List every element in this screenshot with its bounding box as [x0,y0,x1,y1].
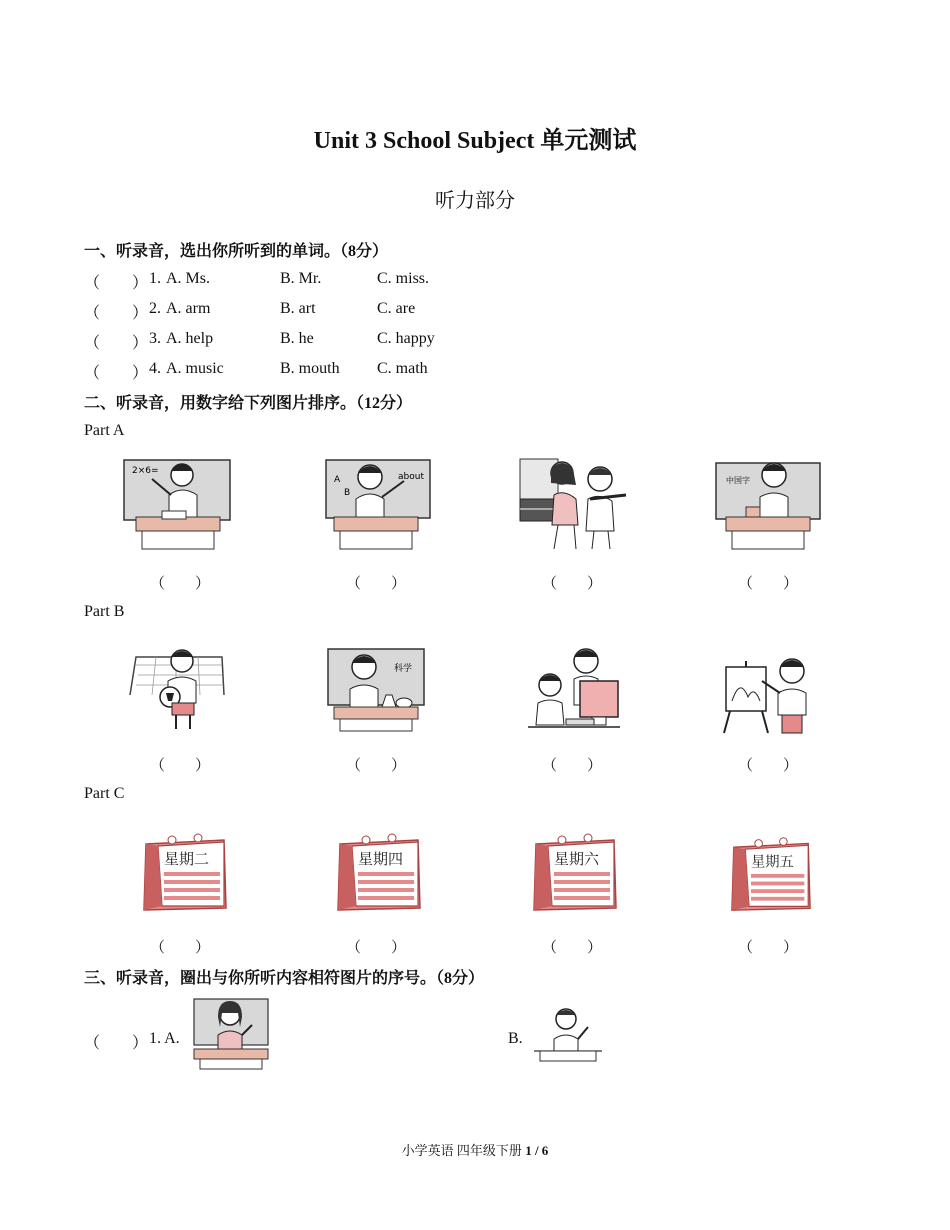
option-b: B. art [280,300,316,317]
teacher-math-picture [122,455,234,553]
calendar-label: 星期五 [750,854,794,871]
answer-bracket[interactable]: （ ） [346,576,407,592]
part-c-label: Part C [84,785,125,802]
board-text: A [334,475,341,485]
page-subtitle: 听力部分 [435,190,515,212]
answer-bracket[interactable]: （ ） [84,365,149,382]
science-class-picture [324,645,428,733]
boy-teacher-picture [532,1003,604,1069]
option-b: B. [508,1030,523,1047]
answer-bracket[interactable]: （ ） [84,1035,149,1052]
page-title: Unit 3 School Subject 单元测试 [313,128,637,154]
board-text: about [398,472,424,482]
option-b: B. Mr. [280,270,322,287]
option-c: C. miss. [377,270,430,287]
boy-football-picture [126,645,226,733]
option-a: A. music [166,360,224,377]
calendar-icon [140,828,230,914]
board-text: 科学 [394,664,413,674]
answer-bracket[interactable]: （ ） [346,940,407,956]
answer-bracket[interactable]: （ ） [738,940,799,956]
answer-bracket[interactable]: （ ） [542,576,603,592]
board-text: B [344,488,351,498]
answer-bracket[interactable]: （ ） [346,758,407,774]
option-b: B. mouth [280,360,340,377]
question-number: 1. [149,270,161,287]
calendar-icon [530,828,620,914]
answer-bracket[interactable]: （ ） [84,275,149,292]
option-a: A. Ms. [166,270,211,287]
calendar-label: 星期四 [358,850,404,868]
option-c: C. math [377,360,428,377]
girl-teacher-picture [192,997,270,1071]
art-class-picture [720,645,820,737]
section1-heading: 一、听录音，选出你所听到的单词。（8分） [84,243,389,260]
answer-bracket[interactable]: （ ） [738,576,799,592]
answer-bracket[interactable]: （ ） [84,335,149,352]
question-number: 3. [149,330,161,347]
section2-heading: 二、听录音，用数字给下列图片排序。（12分） [84,395,413,412]
option-b: B. he [280,330,314,347]
calendar-icon [728,832,814,914]
question-number: 4. [149,360,161,377]
answer-bracket[interactable]: （ ） [542,758,603,774]
calendar-label: 星期六 [554,850,600,868]
question-number: 2. [149,300,161,317]
computer-class-picture [524,645,624,733]
option-a: A. arm [166,300,211,317]
answer-bracket[interactable]: （ ） [738,758,799,774]
question-number: 1. A. [149,1030,180,1047]
answer-bracket[interactable]: （ ） [150,576,211,592]
answer-bracket[interactable]: （ ） [150,758,211,774]
option-c: C. happy [377,330,435,347]
page-number: 1 / 6 [525,1143,549,1158]
option-c: C. are [377,300,416,317]
calendar-icon [334,828,424,914]
teacher-chinese-picture [712,455,824,553]
board-text: 2×6= [132,466,159,476]
section3-heading: 三、听录音，圈出与你所听内容相符图片的序号。（8分） [84,970,485,987]
answer-bracket[interactable]: （ ） [150,940,211,956]
answer-bracket[interactable]: （ ） [542,940,603,956]
calendar-label: 星期二 [164,850,210,868]
part-a-label: Part A [84,422,125,439]
part-b-label: Part B [84,603,125,620]
answer-bracket[interactable]: （ ） [84,305,149,322]
page-footer [0,1140,950,1159]
board-text: 中国字 [726,476,750,485]
option-a: A. help [166,330,214,347]
footer-text: 小学英语 四年级下册 [401,1143,526,1158]
kids-music-picture [518,455,630,555]
teacher-english-picture [322,455,434,553]
